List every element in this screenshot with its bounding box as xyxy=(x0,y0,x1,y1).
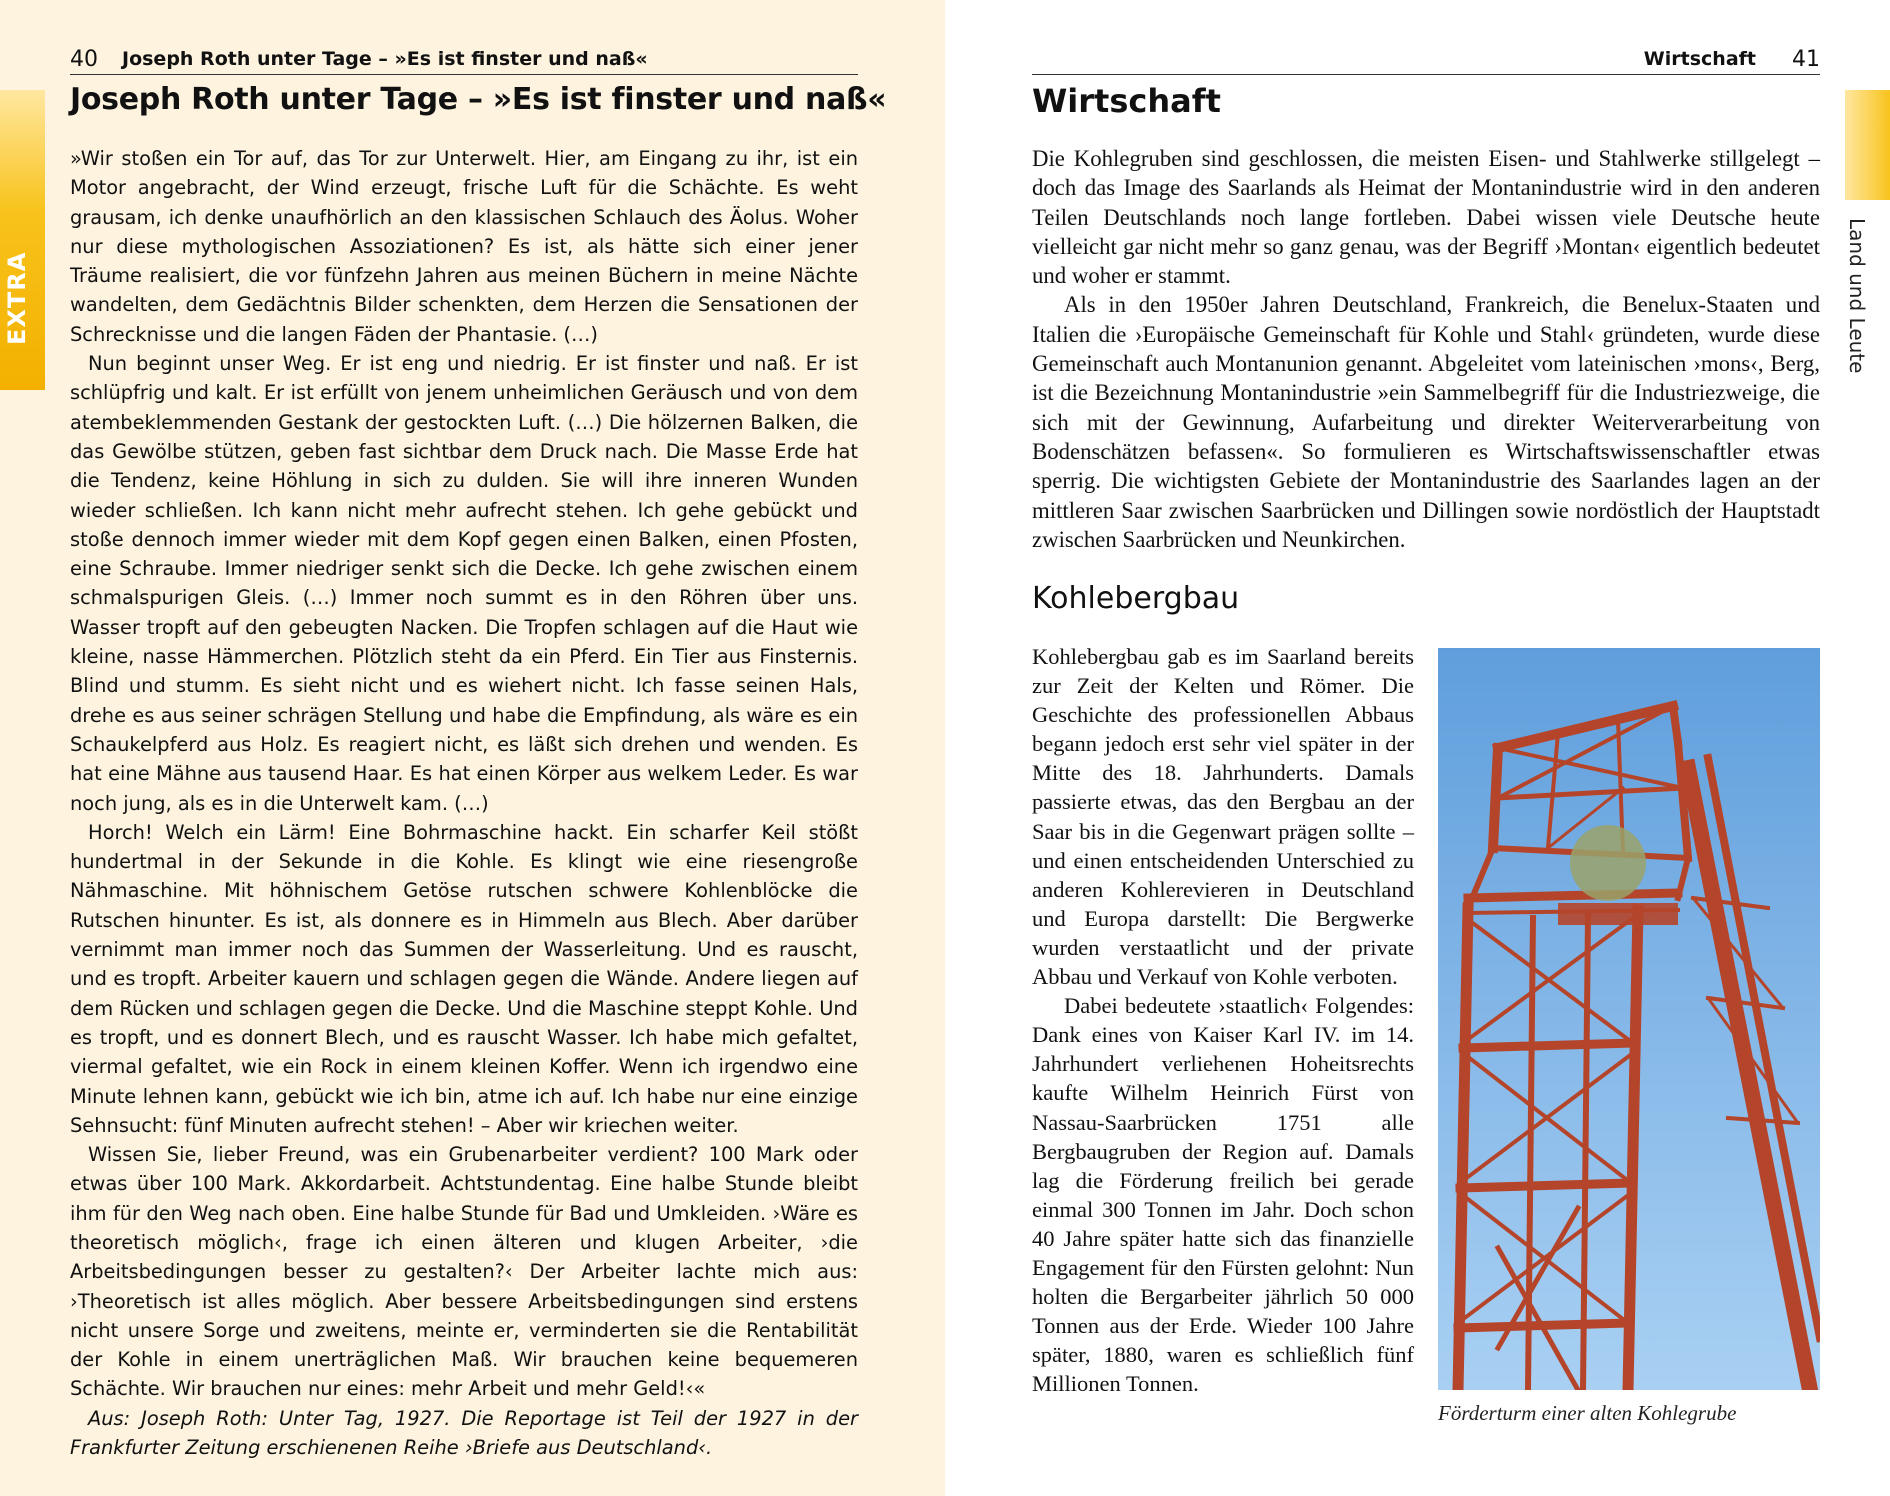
headframe-illustration xyxy=(1438,648,1820,1390)
extra-tab xyxy=(0,90,45,390)
left-page-number: 40 xyxy=(70,46,98,72)
right-body-text xyxy=(1032,144,1820,554)
right-page-number: 41 xyxy=(1792,46,1820,72)
column-paragraph: Dabei bedeutete ›staatlich‹ Folgendes: Dank eines von Kaiser Karl IV. im 14. Jahrhundert verliehenen Hoheitsrechts kaufte Wilhelm Heinrich Fürst von Nassau-Saarbrücken 1751 alle Bergbaugruben der Region auf. Damals lag die Förderung freilich bei gerade einmal 300 Tonnen im Jahr. Doch schon 40 Jahre später hatte sich das finanzielle Engagement für den Fürsten gelohnt: Nun holten die Bergarbeiter jährlich 50 000 Tonnen aus der Erde. Wieder 100 Jahre später, 1880, waren es schließlich fünf Millionen Tonnen. xyxy=(1032,993,1414,1397)
left-paragraph: Nun beginnt unser Weg. Er ist eng und niedrig. Er ist finster und naß. Er ist schlüpfrig und kalt. Er ist erfüllt von jenem unheimlichen Geräusch und von dem atembeklemmenden Gestank der gestockten Luft. (…) Die hölzernen Balken, die das Gewölbe stützen, geben fast sichtbar dem Druck nach. Die Masse Erde hat die Tendenz, keine Höhlung in sich zu dulden. Sie will ihre inneren Wunden wieder schließen. Ich kann nicht mehr aufrecht stehen. Ich gehe gebückt und stoße dennoch immer wieder mit dem Kopf gegen einen Balken, einen Pfosten, eine Schraube. Immer niedriger senkt sich die Decke. Ich gehe zwischen einem schmalspurigen Gleis. (…) Immer noch summt es in den Röhren über uns. Wasser tropft auf den gebeugten Nacken. Die Tropfen schlagen auf die Haut wie kleine, nasse Hämmerchen. Plötzlich steht da ein Pferd. Ein Tier aus Finsternis. Blind und stumm. Es sieht nicht und es wiehert nicht. Ich fasse seinen Hals, drehe es aus seiner schrägen Stellung und habe die Empfindung, als wäre es ein Schaukelpferd aus Holz. Es reagiert nicht, es läßt sich drehen und wenden. Es hat eine Mähne aus tausend Haar. Es hat einen Körper aus welkem Leder. Es war noch jung, als es in die Unterwelt kam. (…) xyxy=(70,352,858,815)
right-running-title: Wirtschaft xyxy=(1643,48,1756,70)
right-heading: Wirtschaft xyxy=(1032,82,1221,120)
right-paragraph: Als in den 1950er Jahren Deutschland, Frankreich, die Benelux-Staaten und Italien die ›Europäische Gemeinschaft für Kohle und Stahl‹ gründeten, wurde diese Gemeinschaft auch Montanunion genannt. Abgeleitet vom lateinischen ›mons‹, Berg, ist die Bezeichnung Montanindustrie »ein Sammelbegriff für die Industriezweige, die sich mit der Gewinnung, Aufarbeitung und direkter Weiterverarbeitung von Bodenschätzen befassen«. So formulieren es Wirtschaftswissenschaftler etwas sperrig. Die wichtigsten Gebiete der Montanindustrie des Saarlandes lagen an der mittleren Saar zwischen Saarbrücken und Dillingen sowie nordöstlich der Hauptstadt zwischen Saarbrücken und Neunkirchen. xyxy=(1032,292,1820,552)
column-paragraph: Kohlebergbau gab es im Saarland bereits zur Zeit der Kelten und Römer. Die Geschichte des professionellen Abbaus begann jedoch erst sehr viel später in der Mitte des 18. Jahrhunderts. Damals passierte etwas, das den Bergbau an der Saar bis in die Gegenwart prägen sollte – und einen entscheidenden Unterschied zu anderen Kohlerevieren in Deutschland und Europa darstellt: Die Bergwerke wurden verstaatlicht und der private Abbau und Verkauf von Kohle verboten. xyxy=(1032,644,1414,990)
land-und-leute-tab xyxy=(1845,90,1890,200)
left-body-text xyxy=(70,144,858,1462)
source-note: Aus: Joseph Roth: Unter Tag, 1927. Die Reportage ist Teil der 1927 in der Frankfurter Zeitung erschienenen Reihe ›Briefe aus Deutschland‹. xyxy=(70,1406,858,1460)
right-paragraph: Die Kohlegruben sind geschlossen, die meisten Eisen- und Stahlwerke stillgelegt – doch das Image des Saarlands als Heimat der Montanindustrie wird in den anderen Teilen Deutschlands noch lange fortleben. Dabei wissen viele Deutsche heute vielleicht gar nicht mehr so ganz genau, was der Begriff ›Montan‹ eigentlich bedeutet und woher er stammt. xyxy=(1032,146,1820,289)
photo-caption: Förderturm einer alten Kohlegrube xyxy=(1438,1401,1737,1425)
headframe-wheel xyxy=(1570,825,1646,901)
land-und-leute-label: Land und Leute xyxy=(1845,218,1869,374)
headframe-platform xyxy=(1558,903,1678,925)
left-paragraph: Horch! Welch ein Lärm! Eine Bohrmaschine hackt. Ein scharfer Keil stößt hundertmal in der Sekunde in die Kohle. Es klingt wie eine riesengroße Nähmaschine. Mit höhnischem Getöse rutschen schwere Kohlenblöcke die Rutschen hinunter. Es ist, als donnere es in Himmeln aus Blech. Aber darüber vernimmt man immer noch das Summen der Wasserleitung. Und es rauscht, und es tropft. Arbeiter kauern und schlagen gegen die Wände. Andere liegen auf dem Rücken und schlagen gegen die Decke. Und die Maschine steppt Kohle. Und es tropft, und es donnert Blech, und es rauscht Wasser. Ich habe mich gefaltet, viermal gefaltet, wie ein Rock in einem kleinen Koffer. Wenn ich irgendwo eine Minute lehnen kann, gebückt wie ich bin, atme ich auf. Ich habe nur eine einzige Sehnsucht: fünf Minuten aufrecht stehen! – Aber wir kriechen weiter. xyxy=(70,820,858,1137)
left-heading: Joseph Roth unter Tage – »Es ist finster und naß« xyxy=(70,82,887,117)
kohlebergbau-text xyxy=(1032,642,1414,1398)
extra-tab-label: EXTRA xyxy=(3,251,31,345)
kohlebergbau-subheading: Kohlebergbau xyxy=(1032,581,1240,616)
left-running-head xyxy=(70,44,858,75)
left-paragraph: »Wir stoßen ein Tor auf, das Tor zur Unterwelt. Hier, am Eingang zu ihr, ist ein Motor angebracht, der Wind erzeugt, frische Luft für die Schächte. Es weht grausam, ich denke unaufhörlich an den klassischen Schlauch des Äolus. Woher nur diese mythologischen Assoziationen? Es ist, als hätte sich einer jener Träume realisiert, die vor fünfzehn Jahren aus meinen Büchern in meine Nächte wandelten, dem Gedächtnis Bilder schenkten, dem Herzen die Sensationen der Schrecknisse und die langen Fäden der Phantasie. (…) xyxy=(70,147,858,346)
headframe-photo xyxy=(1438,648,1820,1390)
left-paragraph: Wissen Sie, lieber Freund, was ein Grubenarbeiter verdient? 100 Mark oder etwas über 100 Mark. Akkordarbeit. Achtstundentag. Eine halbe Stunde bleibt ihm für den Weg nach oben. Eine halbe Stunde für Bad und Umkleiden. ›Wäre es theoretisch möglich‹, frage ich einen älteren und klugen Arbeiter, ›die Arbeitsbedingungen besser zu gestalten?‹ Der Arbeiter lachte mich aus: ›Theoretisch ist alles möglich. Aber bessere Arbeitsbedingungen sind erstens nicht unsere Sorge und zweitens, meinte er, verminderten sie die Rentabilität der Kohle in einem unerträglichen Maß. Wir brauchen keine bequemeren Schächte. Wir brauchen nur eines: mehr Arbeit und mehr Geld!‹« xyxy=(70,1143,858,1401)
left-running-title: Joseph Roth unter Tage – »Es ist finster und naß« xyxy=(122,48,648,70)
right-running-head xyxy=(1032,44,1820,75)
